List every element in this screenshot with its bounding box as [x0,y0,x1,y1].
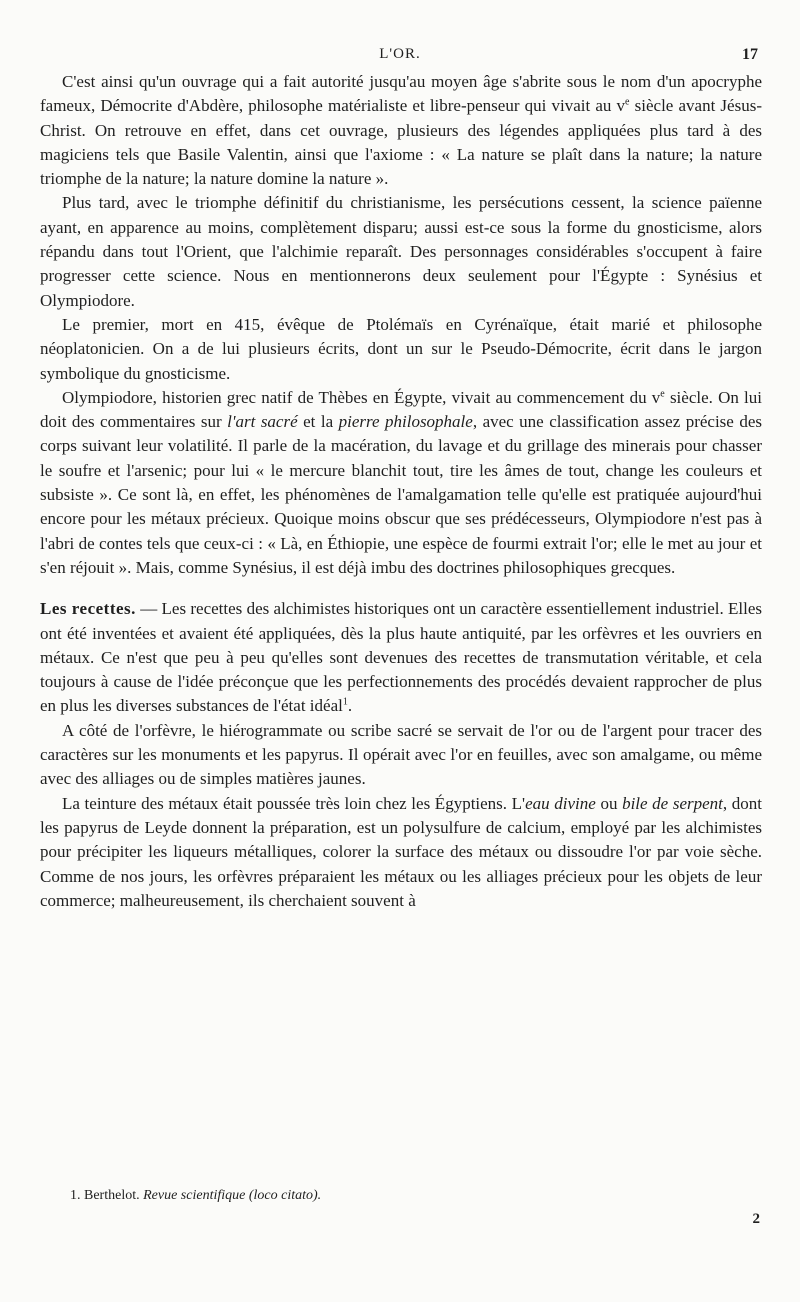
text-run: C'est ainsi qu'un ouvrage qui a fait autorité jusqu'au moyen âge s'abrite sous le nom d'un apocryphe fameux, Démocrite d'Abdère, philosophe matérialiste et libre-penseur qui vivait au v [40,72,762,116]
page-number: 17 [742,46,758,63]
text-run: siècle avant Jésus-Christ. On retrouve en effet, dans cet ouvrage, plusieurs des légendes appliquées plus tard à des magiciens tels que Basile Valentin, ainsi que l'axiome : « La nature se plaît dans la nature; la nature triomphe de la nature; la nature domine la nature ». [40,96,762,189]
text-run: Le premier, mort en 415, évêque de Ptolémaïs en Cyrénaïque, était marié et philosophe néoplatonicien. On a de lui plusieurs écrits, dont un sur le Pseudo-Démocrite, écrit dans le jargon symbolique du gnosticisme. [40,314,762,383]
text-run: , avec une classification assez précise des corps suivant leur volatilité. Il parle de la macération, du lavage et du grillage des minerais pour chasser le soufre et l'arsenic; pour lui « le mercure blanchit tout, tire les âmes de tout, change les couleurs et subsiste ». Ce sont là, en effet, les phénomènes de l'amalgamation telle qu'elle est pratiquée aujourd'hui encore pour les métaux précieux. Quoique moins obscur que ses prédécesseurs, Olympiodore n'est pas à l'abri de contes tels que ceux-ci : « Là, en Éthiopie, une espèce de fourmi extrait l'or; elle le met au jour et s'en réjouit ». Mais, comme Synésius, il est déjà imbu des doctrines philosophiques grecques. [40,412,762,577]
superscript: e [625,96,630,108]
text-run: Olympiodore, historien grec natif de Thèbes en Égypte, vivait au commencement du v [62,387,661,407]
body-text [40,70,762,913]
text-run: La teinture des métaux était poussée très loin chez les Égyptiens. L' [62,793,526,813]
text-run: — Les recettes des alchimistes historiques ont un caractère essentiellement industriel. Elles ont été inventées et avaient été appliquées, dès la plus haute antiquité, par les orfèvres et les ouvriers en métaux. Ce n'est que peu à peu qu'elles sont devenues des recettes de transmutation véritable, et cela toujours à cause de l'idée préconçue que les perfectionnements des procédés devaient rapprocher de plus en plus les diverses substances de l'état idéal [40,599,763,716]
paragraph [40,191,762,312]
running-title: L'OR. [379,46,421,62]
italic-text: pierre philosophale [338,412,473,432]
text-run: Plus tard, avec le triomphe définitif du christianisme, les persécutions cessent, la science païenne ayant, en apparence au moins, complètement disparu; aussi est-ce sous la forme du gnosticisme, alors répandu dans tout l'Orient, que l'alchimie reparaît. Des personnages considérables s'occupent à faire progresser cette science. Nous en mentionnerons deux seulement pour l'Égypte : Synésius et Olympiodore. [40,193,762,310]
section-paragraph [40,597,762,718]
text-run: siècle. On lui doit des commentaires sur [40,387,763,432]
section-heading: Les recettes. [40,599,136,619]
superscript: e [660,388,665,400]
text-run: A côté de l'orfèvre, le hiérogrammate ou scribe sacré se servait de l'or ou de l'argent pour tracer des caractères sur les monuments et les papyrus. Il opérait avec l'or en feuilles, avec son amalgame, ou même avec des alliages ou de simples matières jaunes. [40,720,762,789]
footnote-number: 1. [70,1188,81,1203]
footnote-location: (loco citato). [248,1188,322,1203]
italic-text: bile de serpent [622,793,723,813]
text-run: , dont les papyrus de Leyde donnent la préparation, est un polysulfure de calcium, employé par les alchimistes pour précipiter les liqueurs métalliques, colorer la surface des métaux ou dissoudre l'or par voie sèche. Comme de nos jours, les orfèvres préparaient les métaux ou les alliages précieux pour les objets de leur commerce; malheureusement, ils cherchaient souvent à [40,793,762,910]
paragraph [40,792,762,913]
italic-text: l'art sacré [227,412,298,432]
text-run: . [347,696,353,716]
text-run: et la [297,412,339,432]
footnote [70,1187,750,1205]
text-run: ou [595,793,623,813]
signature-mark: 2 [752,1211,760,1227]
running-head [40,46,760,68]
paragraph [40,313,762,386]
paragraph [40,70,762,191]
italic-text: eau divine [525,793,596,813]
footnote-source: Revue scientifique [143,1188,246,1203]
superscript: 1 [342,696,348,708]
footnote-author: Berthelot. [84,1188,140,1203]
paragraph [40,386,762,580]
paragraph [40,719,762,792]
